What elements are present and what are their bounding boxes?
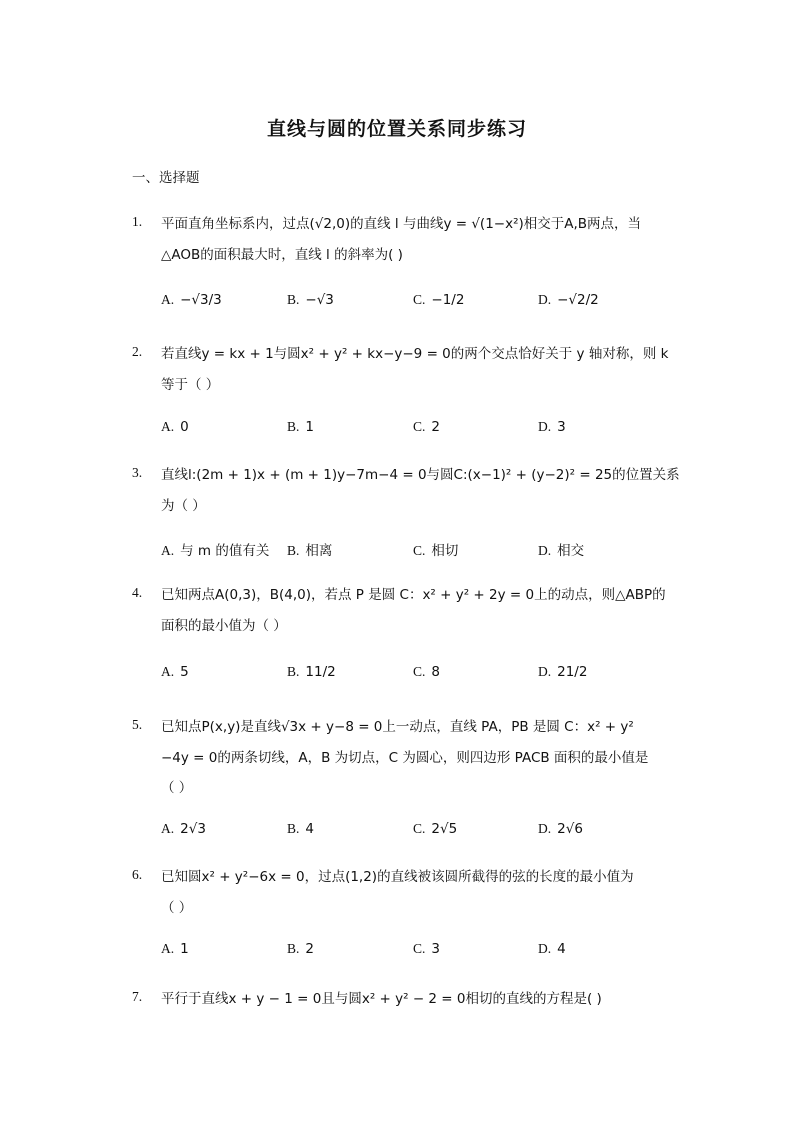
option-text: 1 [180, 941, 189, 957]
option-label: C. [413, 941, 426, 956]
option-text: 8 [431, 664, 440, 680]
question-text-line: 平行于直线x + y − 1 = 0且与圆x² + y² − 2 = 0相切的直线的方程是( ) [161, 991, 602, 1007]
question-text-line: 已知点P(x,y)是直线√3x + y−8 = 0上一动点，直线 PA，PB 是圆 C：x² + y² [161, 719, 634, 735]
option-label: A. [161, 543, 175, 558]
option-text: 2 [431, 419, 440, 435]
option-text: 相切 [431, 543, 459, 559]
option-label: A. [161, 664, 175, 679]
option-text: 2√5 [431, 821, 458, 837]
option-a[interactable] [161, 419, 189, 435]
question-text-line: 平面直角坐标系内，过点(√2,0)的直线 l 与曲线y = √(1−x²)相交于A,B两点，当 [161, 216, 642, 232]
option-label: D. [538, 941, 552, 956]
option-text: 2√6 [557, 821, 583, 837]
option-c[interactable] [413, 292, 464, 308]
option-text: 0 [180, 419, 189, 435]
option-label: A. [161, 419, 175, 434]
option-d[interactable] [538, 419, 566, 435]
option-text: −√3/3 [180, 292, 222, 308]
option-text: 1 [305, 419, 314, 435]
question-text-line: △AOB的面积最大时，直线 l 的斜率为( ) [161, 247, 403, 263]
option-label: C. [413, 543, 426, 558]
question-text-line: 已知圆x² + y²−6x = 0，过点(1,2)的直线被该圆所截得的弦的长度的最小值为 [161, 869, 634, 885]
question-number: 5. [132, 717, 143, 732]
option-label: B. [287, 821, 300, 836]
option-a[interactable] [161, 821, 206, 837]
option-label: C. [413, 821, 426, 836]
option-d[interactable] [538, 539, 584, 559]
option-b[interactable] [287, 539, 332, 559]
option-label: A. [161, 292, 175, 307]
option-text: 21/2 [557, 664, 588, 680]
option-text: 2 [305, 941, 314, 957]
option-text: 3 [557, 419, 566, 435]
question-number: 2. [132, 344, 143, 359]
option-d[interactable] [538, 664, 587, 680]
option-label: B. [287, 292, 300, 307]
option-b[interactable] [287, 419, 314, 435]
option-text: 4 [557, 941, 566, 957]
question-number: 4. [132, 585, 143, 600]
option-text: 4 [305, 821, 314, 837]
option-label: D. [538, 419, 552, 434]
option-c[interactable] [413, 419, 440, 435]
option-label: D. [538, 543, 552, 558]
option-b[interactable] [287, 941, 314, 957]
option-label: A. [161, 821, 175, 836]
question-text-line: 若直线y = kx + 1与圆x² + y² + kx−y−9 = 0的两个交点恰好关于 y 轴对称，则 k [161, 346, 669, 362]
option-text: 3 [431, 941, 440, 957]
option-label: B. [287, 941, 300, 956]
option-b[interactable] [287, 821, 314, 837]
question-text-line: 面积的最小值为（ ） [161, 618, 287, 634]
option-d[interactable] [538, 821, 583, 837]
option-label: A. [161, 941, 175, 956]
option-b[interactable] [287, 292, 334, 308]
option-c[interactable] [413, 664, 440, 680]
option-label: B. [287, 419, 300, 434]
section-heading: 一、选择题 [132, 170, 200, 186]
option-label: C. [413, 292, 426, 307]
option-c[interactable] [413, 539, 458, 559]
question-text-line: 直线l:(2m + 1)x + (m + 1)y−7m−4 = 0与圆C:(x−1)² + (y−2)² = 25的位置关系 [161, 467, 680, 483]
option-text: −√2/2 [557, 292, 599, 308]
option-text: −√3 [305, 292, 334, 308]
option-a[interactable] [161, 941, 189, 957]
question-text-line: −4y = 0的两条切线，A，B 为切点，C 为圆心，则四边形 PACB 面积的最小值是 [161, 750, 649, 766]
option-label: B. [287, 543, 300, 558]
question-number: 3. [132, 465, 143, 480]
option-c[interactable] [413, 941, 440, 957]
option-a[interactable] [161, 292, 222, 308]
option-label: D. [538, 821, 552, 836]
option-text: 相离 [305, 543, 333, 559]
option-d[interactable] [538, 292, 599, 308]
option-label: D. [538, 664, 552, 679]
option-b[interactable] [287, 664, 336, 680]
option-text: 相交 [557, 543, 585, 559]
option-label: C. [413, 664, 426, 679]
option-a[interactable] [161, 664, 189, 680]
option-d[interactable] [538, 941, 566, 957]
document-title: 直线与圆的位置关系同步练习 [266, 118, 527, 140]
option-label: C. [413, 419, 426, 434]
option-text: 5 [180, 664, 189, 680]
question-text-line: 已知两点A(0,3)，B(4,0)，若点 P 是圆 C：x² + y² + 2y = 0上的动点，则△ABP的 [161, 587, 666, 603]
question-number: 6. [132, 867, 143, 882]
option-text: 与 m 的值有关 [180, 543, 270, 559]
question-text-line: 为（ ） [161, 498, 206, 514]
question-text-line: （ ） [161, 900, 193, 916]
option-text: 11/2 [305, 664, 336, 680]
question-text-line: 等于（ ） [161, 377, 220, 393]
question-number: 1. [132, 214, 143, 229]
option-text: −1/2 [431, 292, 465, 308]
option-text: 2√3 [180, 821, 206, 837]
question-number: 7. [132, 989, 143, 1004]
option-label: D. [538, 292, 552, 307]
option-c[interactable] [413, 821, 457, 837]
option-a[interactable] [161, 539, 269, 559]
question-text-line: （ ） [161, 780, 193, 796]
option-label: B. [287, 664, 300, 679]
